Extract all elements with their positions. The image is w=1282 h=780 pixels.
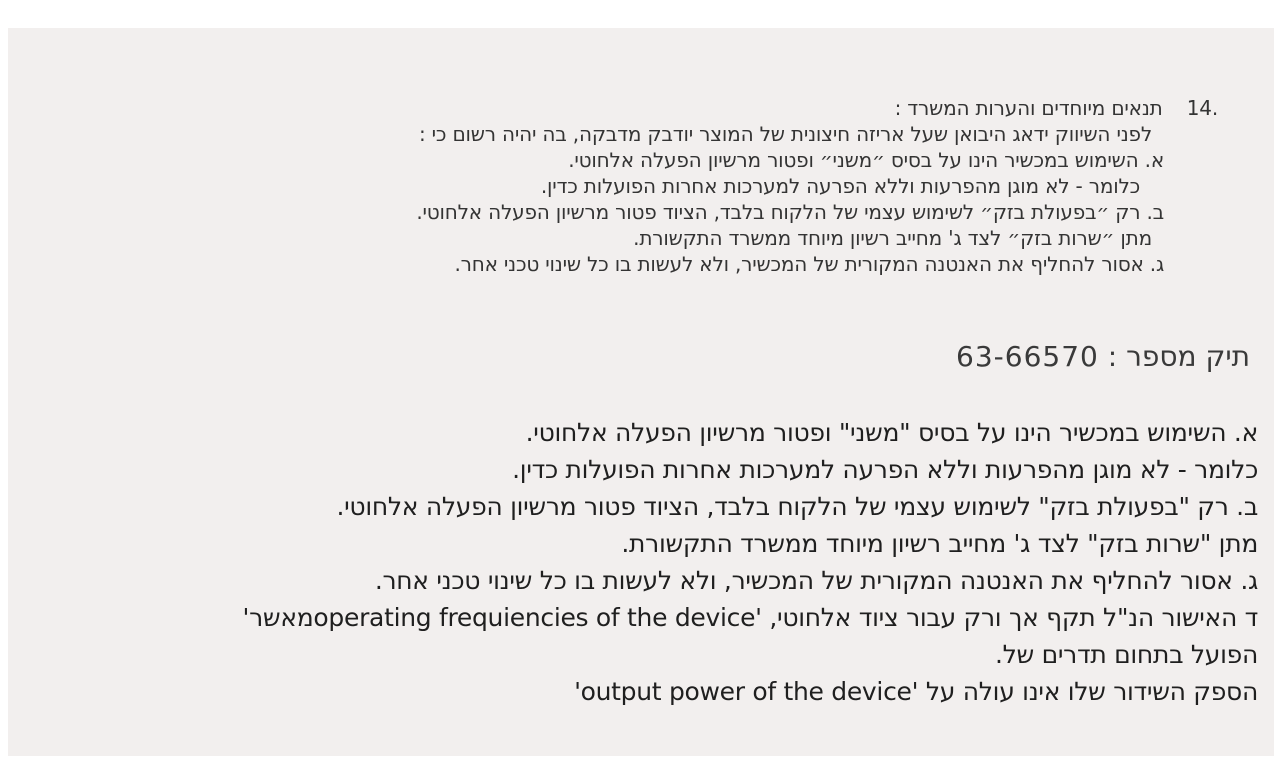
note-line-matan: מתן "שרות בזק" לצד ג' מחייב רשיון מיוחד ממשרד התקשורת. xyxy=(621,529,1258,558)
document-scan xyxy=(8,28,1274,756)
condition-line-bet: ב. רק ״בפעולת בזק״ לשימוש עצמי של הלקוח בלבד, הציוד פטור מרשיון הפעלה אלחוטי. xyxy=(416,200,1164,224)
condition-line-intro: לפני השיווק ידאג היבואן שעל אריזה חיצונית של המוצר יודבק מדבקה, בה יהיה רשום כי : xyxy=(418,122,1152,146)
note-line-dalet-frequencies: ד האישור הנ"ל תקף אך ורק עבור ציוד אלחוטי, 'operating frequiencies of the deviceמאשר' xyxy=(242,603,1258,632)
note-line-aleph: א. השימוש במכשיר הינו על בסיס "משני" ופטור מרשיון הפעלה אלחוטי. xyxy=(525,418,1258,447)
condition-line-klomar: כלומר - לא מוגן מהפרעות וללא הפרעה למערכות אחרות הפועלות כדין. xyxy=(540,174,1140,198)
file-number-line xyxy=(28,340,1250,374)
note-line-klomar: כלומר - לא מוגן מהפרעות וללא הפרעה למערכות אחרות הפועלות כדין. xyxy=(512,455,1258,484)
condition-line-matan: מתן ״שרות בזק״ לצד ג' מחייב רשיון מיוחד ממשרד התקשורת. xyxy=(633,226,1152,250)
file-number-value: 63-66570 xyxy=(956,340,1099,373)
item-number: 14. xyxy=(1186,96,1218,120)
special-conditions-section xyxy=(38,95,1218,277)
note-line-range: הפועל בתחום תדרים של. xyxy=(994,640,1258,669)
approval-notes-section xyxy=(24,414,1258,710)
section-heading xyxy=(38,95,1218,121)
section-title: תנאים מיוחדים והערות המשרד : xyxy=(894,96,1163,120)
note-line-output-power: הספק השידור שלו אינו עולה על 'output power of the device' xyxy=(574,677,1258,706)
note-line-gimel: ג. אסור להחליף את האנטנה המקורית של המכשיר, ולא לעשות בו כל שינוי טכני אחר. xyxy=(374,566,1258,595)
condition-line-aleph: א. השימוש במכשיר הינו על בסיס ״משני״ ופטור מרשיון הפעלה אלחוטי. xyxy=(568,148,1164,172)
condition-line-gimel: ג. אסור להחליף את האנטנה המקורית של המכשיר, ולא לעשות בו כל שינוי טכני אחר. xyxy=(454,252,1164,276)
note-line-bet: ב. רק "בפעולת בזק" לשימוש עצמי של הלקוח בלבד, הציוד פטור מרשיון הפעלה אלחוטי. xyxy=(336,492,1258,521)
file-number-label: תיק מספר : xyxy=(1107,340,1250,373)
